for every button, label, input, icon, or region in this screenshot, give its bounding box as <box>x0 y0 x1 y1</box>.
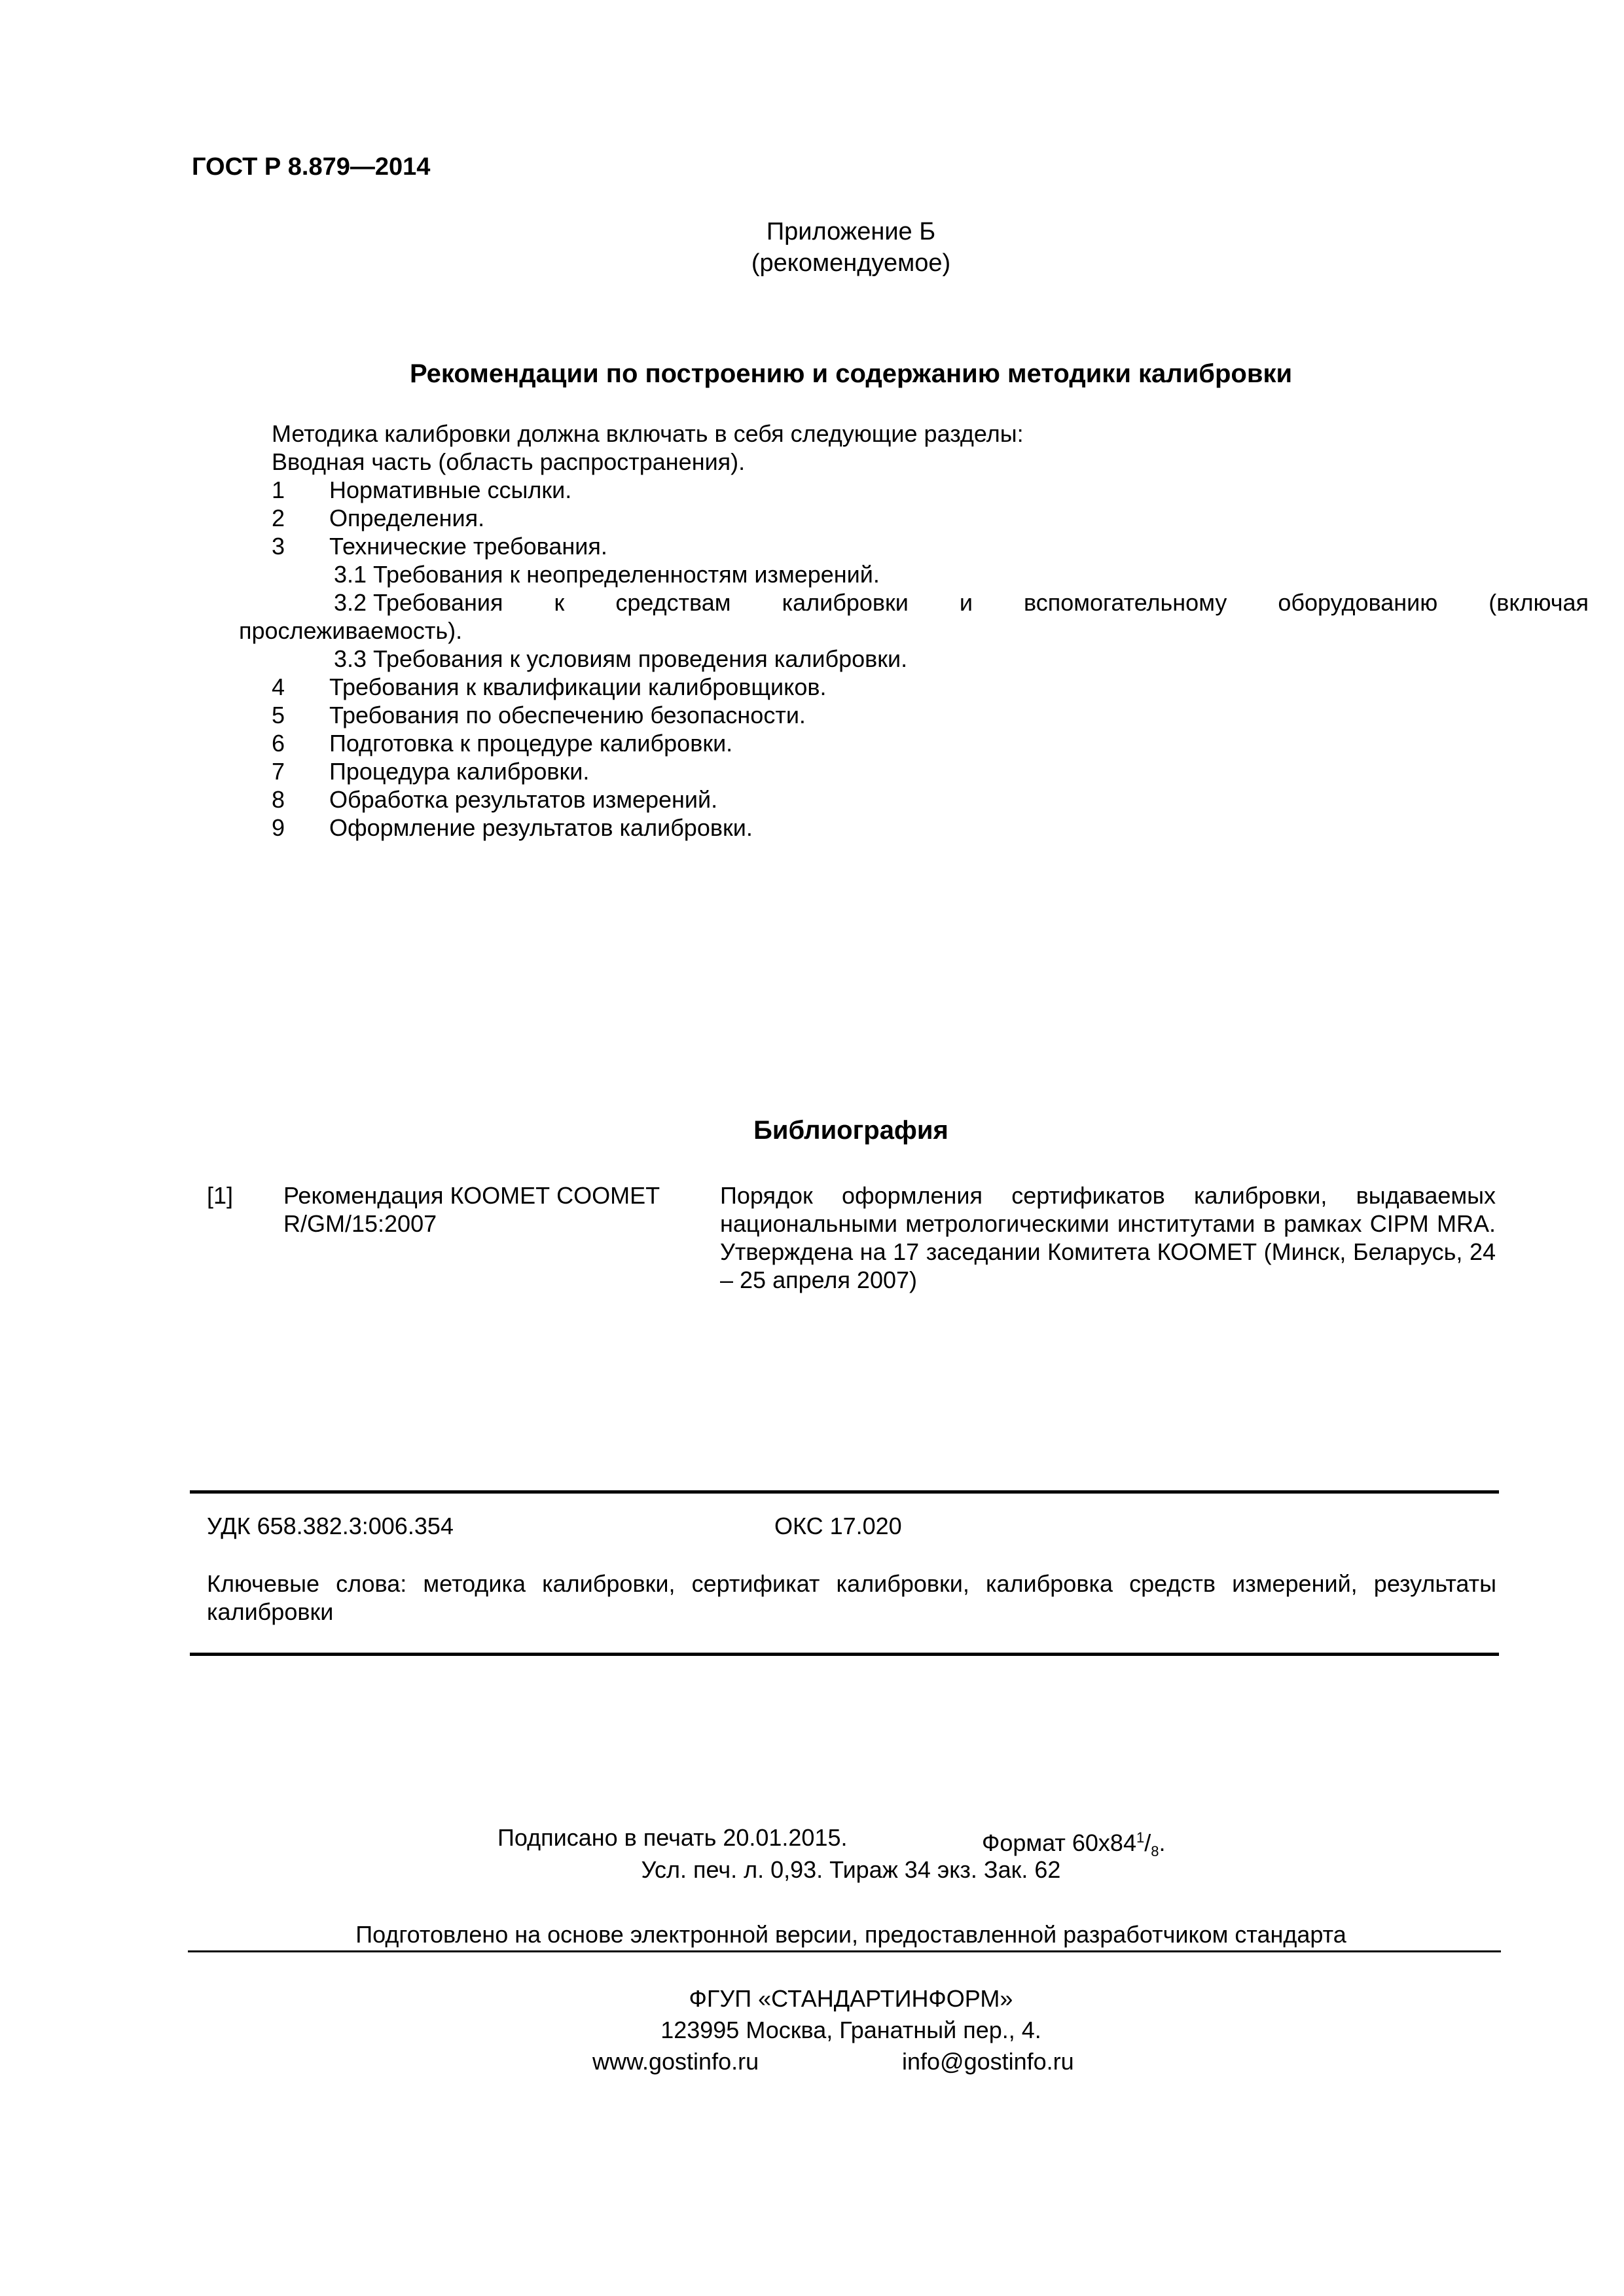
list-item-text: Определения. <box>329 505 485 531</box>
bibliography-title: Библиография <box>753 1116 948 1145</box>
scope-text: Вводная часть (область распространения). <box>272 448 746 475</box>
subitem-text: 3.1 Требования к неопределенностям измерений. <box>334 561 880 588</box>
publisher-address: 123995 Москва, Гранатный пер., 4. <box>660 2017 1041 2043</box>
list-item-text: Процедура калибровки. <box>329 758 590 785</box>
appendix-heading <box>0 216 1624 279</box>
list-item-number: 9 <box>272 814 285 841</box>
publisher-name: ФГУП «СТАНДАРТИНФОРМ» <box>689 1985 1013 2012</box>
recommendations-list <box>239 420 1589 842</box>
list-intro <box>255 420 1510 448</box>
subitem-continuation-text: прослеживаемость). <box>239 617 463 644</box>
list-item-number: 8 <box>272 786 285 813</box>
list-item <box>255 757 1510 785</box>
list-item <box>255 504 1510 532</box>
list-item-number: 6 <box>272 730 285 757</box>
list-item-text: Оформление результатов калибровки. <box>329 814 753 841</box>
subitem-text: 3.3 Требования к условиям проведения калибровки. <box>334 645 908 672</box>
publisher-website[interactable]: www.gostinfo.ru <box>592 2048 759 2075</box>
intro-text: Методика калибровки должна включать в себя следующие разделы: <box>272 420 1024 447</box>
list-item-text: Подготовка к процедуре калибровки. <box>329 730 733 757</box>
divider-bottom <box>190 1653 1499 1656</box>
paper-format: Формат $60х84^1/_8$. <box>982 1829 1166 1860</box>
bibliography-entry-description: Порядок оформления сертификатов калибровки, выдаваемых национальными метрологическими институтами в рамках CIPM MRA. Утверждена на 17 заседании Комитета КООМЕТ (Минск, Беларусь, 24 – 25 апреля 2007) <box>720 1182 1496 1293</box>
oks-code: ОКС 17.020 <box>774 1513 902 1539</box>
udk-code: УДК 658.382.3:006.354 <box>207 1513 454 1539</box>
list-item <box>255 532 1510 560</box>
appendix-status: (рекомендуемое) <box>751 249 951 277</box>
divider-top <box>190 1490 1499 1494</box>
bibliography-entry-source: Рекомендация КООМЕТ COOMET R/GM/15:2007 <box>283 1182 660 1237</box>
list-item-text: Обработка результатов измерений. <box>329 786 718 813</box>
standard-code: ГОСТ Р 8.879—2014 <box>192 153 431 181</box>
list-item <box>255 701 1510 729</box>
prepared-note: Подготовлено на основе электронной версии, предоставленной разработчиком стандарта <box>355 1921 1346 1948</box>
appendix-label: Приложение Б <box>766 218 936 245</box>
list-scope <box>255 448 1510 476</box>
list-item <box>255 785 1510 814</box>
list-item-text: Технические требования. <box>329 533 607 560</box>
list-item-number: 1 <box>272 476 285 503</box>
list-subitem <box>255 645 1510 673</box>
list-subitem-continuation <box>239 617 1510 645</box>
list-item-number: 4 <box>272 673 285 700</box>
list-item <box>255 729 1510 757</box>
list-item <box>255 814 1510 842</box>
list-subitem <box>255 588 1589 617</box>
list-item-number: 2 <box>272 505 285 531</box>
bibliography-entry-number: [1] <box>207 1182 234 1209</box>
list-item-text: Нормативные ссылки. <box>329 476 572 503</box>
signed-date: Подписано в печать 20.01.2015. <box>497 1824 848 1851</box>
list-item-text: Требования по обеспечению безопасности. <box>329 702 806 728</box>
list-item <box>255 673 1510 701</box>
list-item <box>255 476 1510 504</box>
list-item-number: 7 <box>272 758 285 785</box>
recommendations-title: Рекомендации по построению и содержанию методики калибровки <box>409 359 1293 388</box>
subitem-text: 3.2 Требования к средствам калибровки и вспомогательному оборудованию (включая <box>334 589 1589 616</box>
publisher-email[interactable]: info@gostinfo.ru <box>902 2048 1074 2075</box>
list-item-number: 5 <box>272 702 285 728</box>
divider-imprint <box>188 1950 1501 1952</box>
keywords: Ключевые слова: методика калибровки, сертификат калибровки, калибровка средств измерений, результаты калибровки <box>207 1570 1496 1625</box>
print-info: Усл. печ. л. 0,93. Тираж 34 экз. Зак. 62 <box>641 1856 1061 1883</box>
list-subitem <box>255 560 1510 588</box>
list-item-text: Требования к квалификации калибровщиков. <box>329 673 827 700</box>
list-item-number: 3 <box>272 533 285 560</box>
